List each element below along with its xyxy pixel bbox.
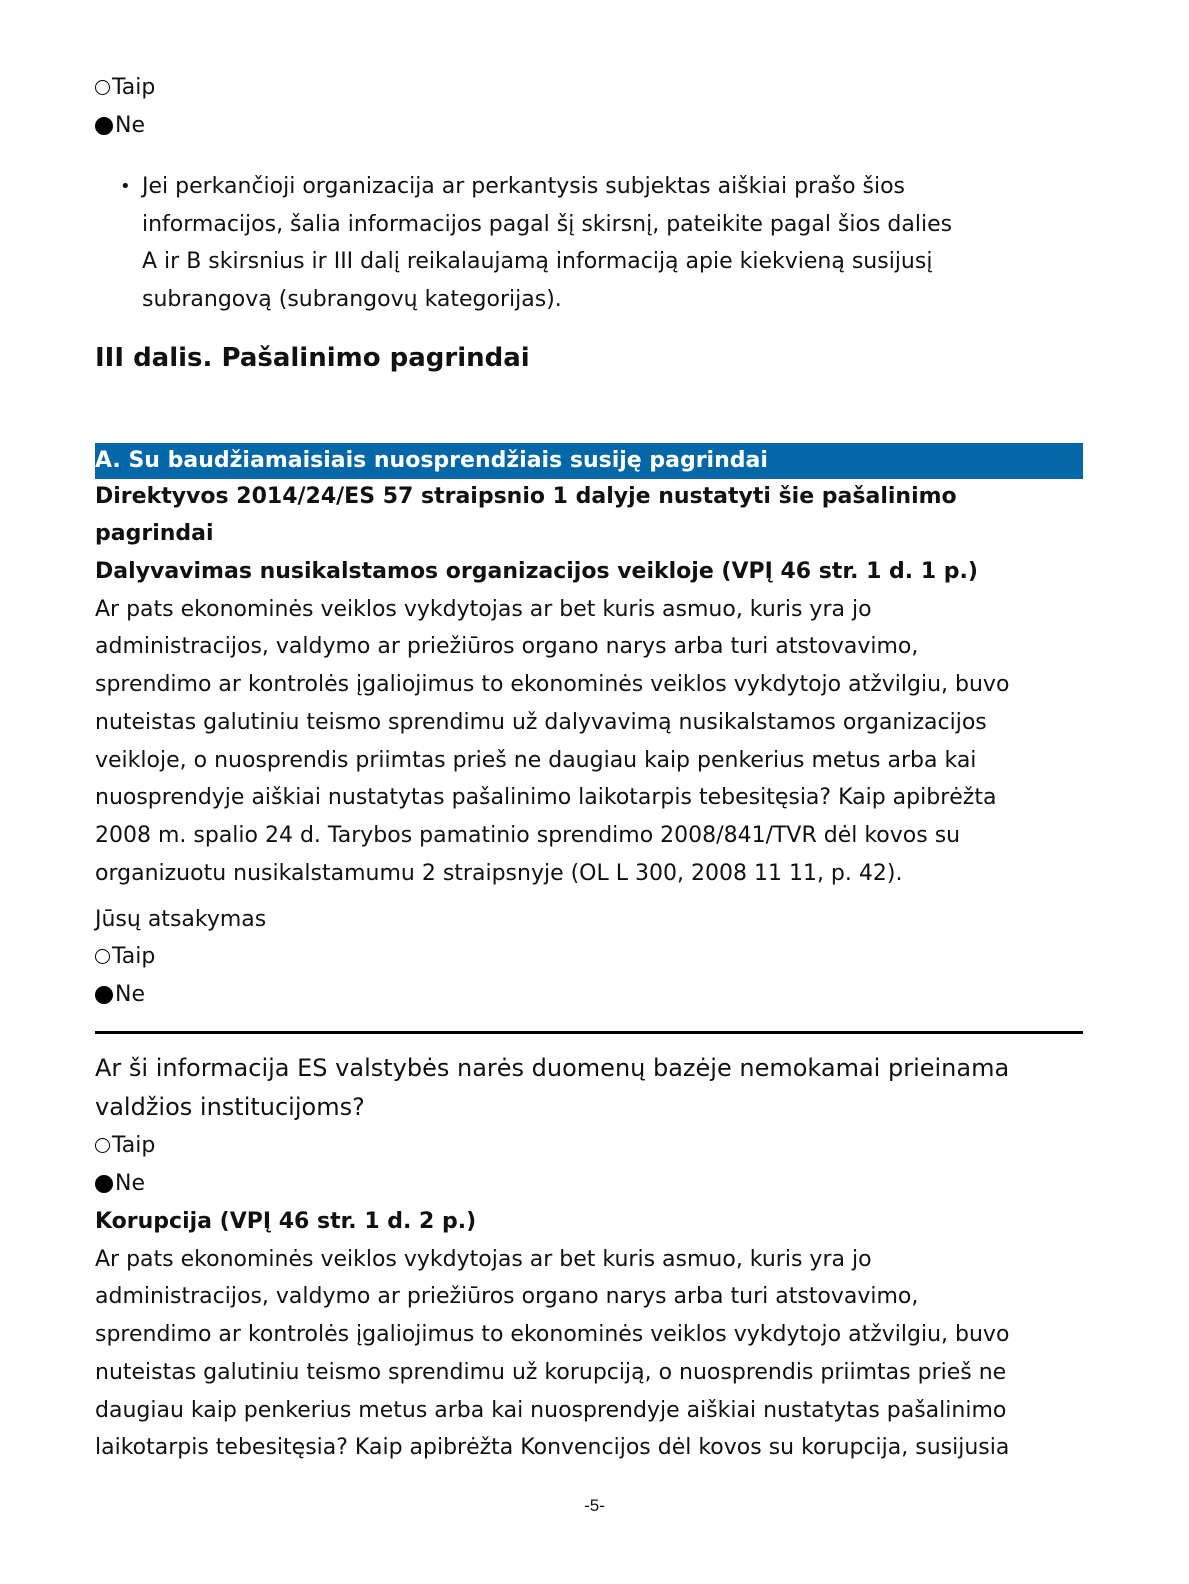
q1-line: nuteistas galutiniu teismo sprendimu už dalyvavimą nusikalstamos organizacijos: [95, 710, 987, 735]
q2-line: sprendimo ar kontrolės įgaliojimus to ekonominės veiklos vykdytojo atžvilgiu, buvo: [95, 1322, 1010, 1347]
q2-line: Ar pats ekonominės veiklos vykdytojas ar bet kuris asmuo, kuris yra jo: [95, 1247, 872, 1272]
option-label: Taip: [112, 1133, 156, 1158]
option-label: Ne: [115, 982, 145, 1007]
radio-filled-icon: [95, 1175, 113, 1193]
q1-line: nuosprendyje aiškiai nustatytas pašalinimo laikotarpis tebesitęsia? Kaip apibrėžta: [95, 785, 997, 810]
option-label: Taip: [112, 944, 156, 969]
radio-filled-icon: [95, 986, 113, 1004]
q1-line: sprendimo ar kontrolės įgaliojimus to ekonominės veiklos vykdytojo atžvilgiu, buvo: [95, 672, 1010, 697]
db-question: Ar ši informacija ES valstybės narės duomenų bazėje nemokamai prieinama: [95, 1054, 1010, 1082]
divider: [95, 1031, 1083, 1034]
page-number: -5-: [584, 1496, 605, 1515]
radio-option-taip[interactable]: [95, 942, 155, 972]
radio-option-ne[interactable]: [95, 111, 145, 141]
radio-empty-icon: [95, 80, 110, 95]
option-label: Ne: [115, 113, 145, 138]
q2-title: Korupcija (VPĮ 46 str. 1 d. 2 p.): [95, 1209, 477, 1234]
bullet-line: subrangovą (subrangovų kategorijas).: [142, 287, 562, 312]
directive-heading: Direktyvos 2014/24/ES 57 straipsnio 1 dalyje nustatyti šie pašalinimo: [95, 484, 957, 509]
q1-line: Ar pats ekonominės veiklos vykdytojas ar bet kuris asmuo, kuris yra jo: [95, 597, 872, 622]
answer-label: Jūsų atsakymas: [95, 907, 267, 932]
q1-line: organizuotu nusikalstamumu 2 straipsnyje (OL L 300, 2008 11 11, p. 42).: [95, 861, 903, 886]
radio-option-ne[interactable]: [95, 980, 145, 1010]
radio-empty-icon: [95, 949, 110, 964]
q1-line: 2008 m. spalio 24 d. Tarybos pamatinio sprendimo 2008/841/TVR dėl kovos su: [95, 823, 961, 848]
q2-line: daugiau kaip penkerius metus arba kai nuosprendyje aiškiai nustatytas pašalinimo: [95, 1398, 1007, 1423]
radio-option-ne[interactable]: [95, 1169, 145, 1199]
q1-line: administracijos, valdymo ar priežiūros organo narys arba turi atstovavimo,: [95, 634, 919, 659]
radio-option-taip[interactable]: [95, 73, 155, 103]
section-bar: A. Su baudžiamaisiais nuosprendžiais susiję pagrindai: [95, 443, 1083, 479]
bullet-line: informacijos, šalia informacijos pagal šį skirsnį, pateikite pagal šios dalies: [142, 212, 953, 237]
bullet-line: Jei perkančioji organizacija ar perkantysis subjektas aiškiai prašo šios: [142, 174, 906, 199]
directive-heading: pagrindai: [95, 521, 214, 546]
q1-title: Dalyvavimas nusikalstamos organizacijos veikloje (VPĮ 46 str. 1 d. 1 p.): [95, 559, 978, 584]
bullet-line: A ir B skirsnius ir III dalį reikalaujamą informaciją apie kiekvieną susijusį: [142, 249, 933, 274]
radio-option-taip[interactable]: [95, 1131, 155, 1161]
db-question: valdžios institucijoms?: [95, 1093, 365, 1121]
q2-line: administracijos, valdymo ar priežiūros organo narys arba turi atstovavimo,: [95, 1284, 919, 1309]
q2-line: laikotarpis tebesitęsia? Kaip apibrėžta Konvencijos dėl kovos su korupcija, susijusia: [95, 1435, 1010, 1460]
radio-empty-icon: [95, 1138, 110, 1153]
q1-line: veikloje, o nuosprendis priimtas prieš ne daugiau kaip penkerius metus arba kai: [95, 748, 977, 773]
q2-line: nuteistas galutiniu teismo sprendimu už korupciją, o nuosprendis priimtas prieš ne: [95, 1360, 1007, 1385]
bullet-icon: •: [120, 176, 131, 197]
radio-filled-icon: [95, 117, 113, 135]
part-heading: III dalis. Pašalinimo pagrindai: [95, 343, 530, 373]
option-label: Taip: [112, 75, 156, 100]
option-label: Ne: [115, 1171, 145, 1196]
